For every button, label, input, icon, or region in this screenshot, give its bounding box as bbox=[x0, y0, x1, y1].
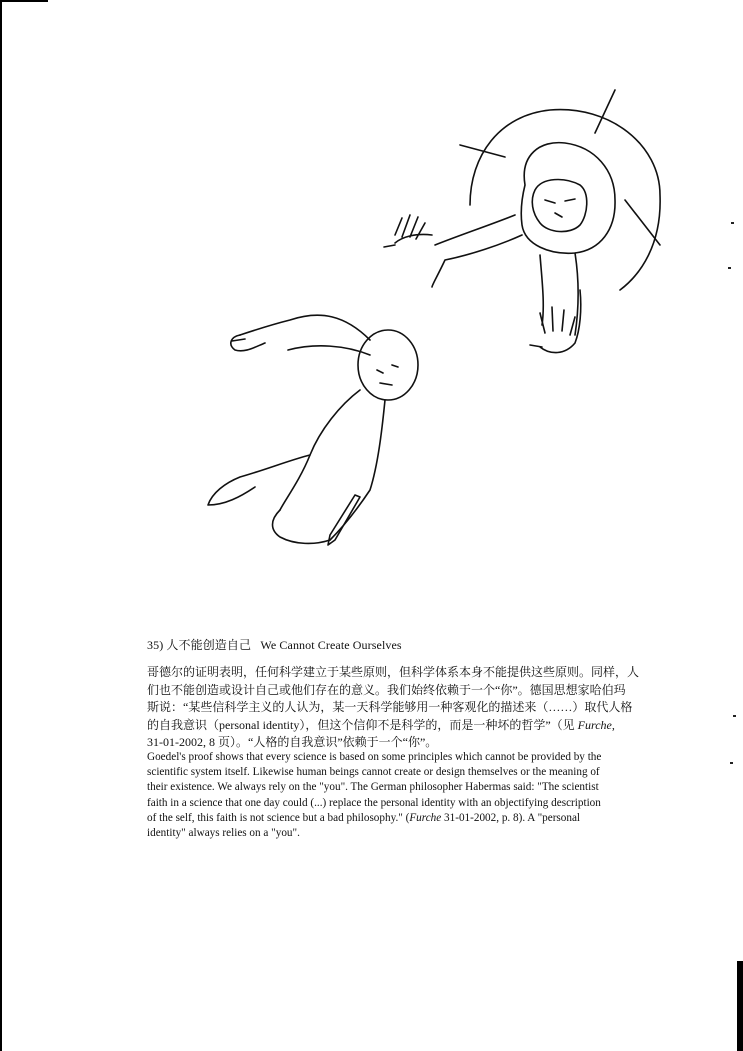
zh-line: 哥德尔的证明表明，任何科学建立于某些原则，但科学体系本身不能提供这些原则。同样，人 bbox=[147, 665, 640, 679]
zh-line: 斯说：“某些信科学主义的人认为，某一天科学能够用一种客观化的描述来（……）取代人格 bbox=[147, 700, 633, 714]
lower-hand-right bbox=[530, 290, 581, 353]
scan-speck bbox=[728, 267, 731, 269]
upper-hand bbox=[384, 215, 432, 247]
line-drawing-illustration bbox=[170, 85, 680, 555]
scan-speck bbox=[733, 715, 736, 717]
zh-line: 们也不能创造或设计自己或他们存在的意义。我们始终依赖于一个“你”。德国思想家哈伯玛 bbox=[147, 682, 626, 697]
scan-bottom-right-mark bbox=[737, 961, 743, 1051]
halo-ray bbox=[460, 145, 505, 157]
en-line: their existence. We always rely on the "you". The German philosopher Habermas said: "The scientist bbox=[147, 781, 599, 794]
scan-speck bbox=[730, 762, 733, 764]
scan-corner-mark bbox=[0, 0, 48, 2]
english-paragraph bbox=[147, 750, 663, 841]
upper-body bbox=[540, 253, 578, 335]
lower-hand bbox=[231, 335, 265, 351]
lower-head bbox=[358, 330, 418, 400]
chinese-paragraph bbox=[147, 664, 663, 752]
zh-line bbox=[147, 717, 663, 735]
lower-figure-drawing bbox=[208, 315, 418, 545]
en-line-text: 31-01-2002, p. 8). A "personal bbox=[441, 811, 581, 824]
zh-source-title: Furche, bbox=[577, 717, 615, 732]
hood-outline bbox=[521, 143, 615, 254]
en-line: Goedel's proof shows that every science is based on some principles which cannot be provided by the bbox=[147, 751, 602, 763]
lower-body bbox=[280, 390, 385, 540]
en-line-text: of the self, this faith is not science but a bad philosophy." ( bbox=[147, 811, 410, 824]
halo bbox=[470, 110, 660, 290]
en-line: scientific system itself. Likewise human beings cannot create or design themselves or the meaning of bbox=[147, 766, 600, 779]
lower-leg bbox=[208, 455, 310, 505]
lower-arm bbox=[240, 315, 370, 355]
heading-english: We Cannot Create Ourselves bbox=[260, 638, 402, 652]
zh-line-text: 的自我意识（personal identity），但这个信仰不是科学的，而是一种坏的哲学”（见 bbox=[147, 717, 575, 732]
en-line: identity" always relies on a "you". bbox=[147, 827, 300, 840]
zh-line: 31-01-2002, 8 页）。“人格的自我意识”依赖于一个“你”。 bbox=[147, 735, 438, 749]
en-line bbox=[147, 811, 663, 826]
face-outline bbox=[532, 180, 586, 232]
heading-number: 35) bbox=[147, 638, 164, 652]
upper-figure-drawing bbox=[384, 90, 660, 353]
en-line: faith in a science that one day could (...) replace the personal identity with an objectifying description bbox=[147, 796, 601, 809]
scan-speck bbox=[731, 222, 734, 224]
heading-chinese: 人不能创造自己 bbox=[166, 638, 252, 652]
en-source-title: Furche bbox=[409, 811, 442, 824]
halo-ray bbox=[595, 90, 615, 133]
upper-arm bbox=[432, 215, 522, 287]
section-heading bbox=[147, 636, 402, 653]
scan-left-edge bbox=[0, 0, 2, 1051]
halo-ray bbox=[625, 200, 660, 245]
